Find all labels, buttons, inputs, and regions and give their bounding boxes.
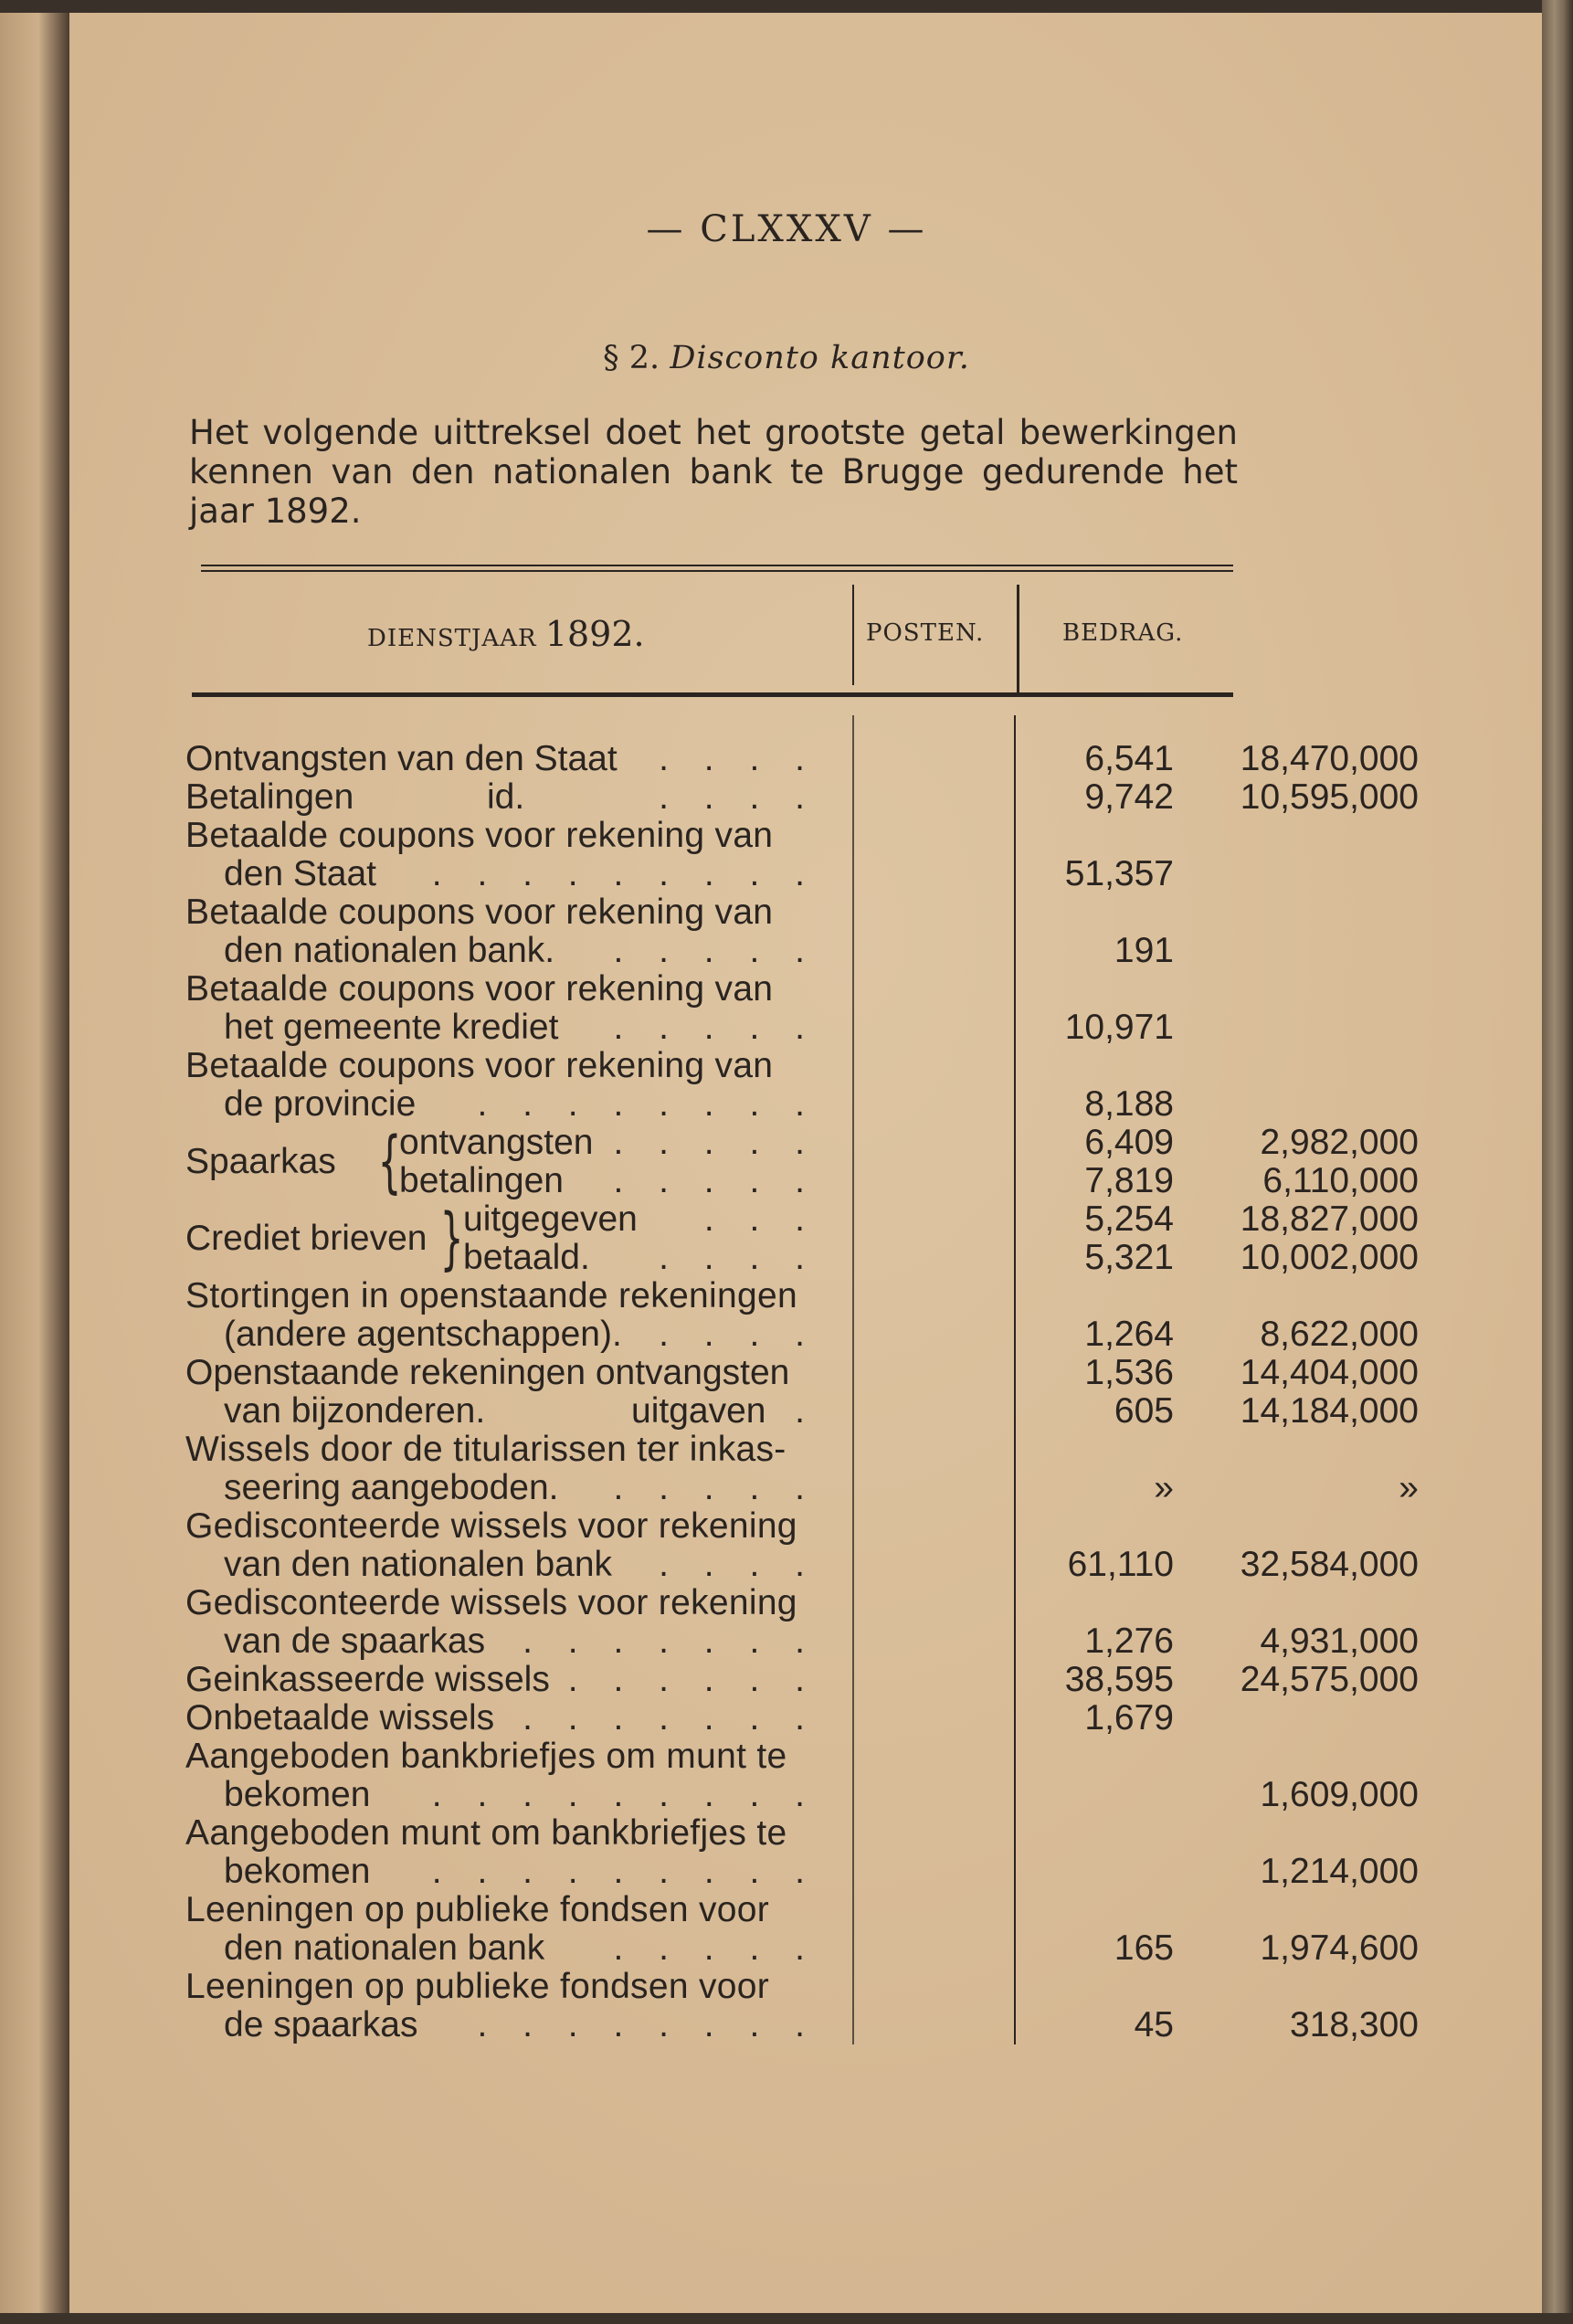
dot-leader: . . . . . xyxy=(613,931,818,970)
table-row xyxy=(185,1315,1419,1354)
header-divider-1 xyxy=(852,585,854,685)
table-row xyxy=(185,1738,1245,1776)
table-row xyxy=(185,1660,1419,1699)
bedrag-value: 318,300 xyxy=(1290,2005,1419,2044)
dot-leader: . xyxy=(795,1391,818,1431)
column-header-dienstjaar xyxy=(367,614,645,654)
dot-leader: . . . . . . . . . xyxy=(431,1775,818,1814)
table-row xyxy=(185,817,1245,855)
dot-leader: . . . . . . . xyxy=(523,1622,818,1661)
posten-value: 1,276 xyxy=(1084,1622,1174,1661)
posten-value: 5,254 xyxy=(1084,1199,1174,1239)
posten-value: 191 xyxy=(1114,931,1174,970)
dot-leader: . . . . xyxy=(659,1545,818,1584)
table-row xyxy=(185,1507,1245,1546)
dot-leader: . . . . . xyxy=(613,1123,818,1162)
dot-leader: . . . . xyxy=(659,1315,818,1354)
dot-leader: . . . . . . . xyxy=(523,1698,818,1738)
table-row xyxy=(185,1545,1419,1584)
bedrag-value: 14,404,000 xyxy=(1240,1353,1419,1392)
table-row xyxy=(185,855,1245,893)
row-label: Betaalde coupons voor rekening van xyxy=(185,1046,774,1085)
bedrag-value: 1,974,600 xyxy=(1260,1928,1419,1968)
row-label: Wissels door de titularissen ter inkas- xyxy=(185,1430,786,1469)
row-label-cont: het gemeente krediet xyxy=(224,1008,559,1047)
table-row xyxy=(185,1277,1245,1315)
brace-icon: } xyxy=(439,1199,464,1278)
dot-leader: . . . . . . . . xyxy=(477,2005,818,2044)
bedrag-value: 1,214,000 xyxy=(1260,1852,1419,1891)
bedrag-value: » xyxy=(1399,1468,1419,1507)
posten-value: 605 xyxy=(1114,1391,1174,1431)
posten-value: 6,541 xyxy=(1084,739,1174,778)
section-number: § 2. xyxy=(603,340,660,376)
bedrag-value: 18,470,000 xyxy=(1240,739,1419,778)
table-row xyxy=(185,1009,1245,1047)
row-label-cont: seering aangeboden. xyxy=(224,1468,559,1507)
table-row xyxy=(185,1622,1419,1661)
bedrag-value: 8,622,000 xyxy=(1260,1315,1419,1354)
table-row xyxy=(185,739,1419,778)
posten-value: 1,264 xyxy=(1084,1315,1174,1354)
row-label-cont: de spaarkas xyxy=(224,2005,418,2044)
brace-icon: { xyxy=(377,1123,402,1201)
row-label: Ontvangsten van den Staat xyxy=(185,739,618,778)
table-row xyxy=(185,1814,1245,1853)
header-label: DIENSTJAAR xyxy=(367,625,537,652)
posten-value: 6,409 xyxy=(1084,1123,1174,1162)
group-sub-label: betalingen xyxy=(399,1161,564,1200)
table-row xyxy=(185,1085,1245,1124)
posten-value: 1,679 xyxy=(1084,1698,1174,1738)
section-heading xyxy=(0,340,1573,376)
header-divider-2 xyxy=(1017,585,1019,694)
header-bottom-rule xyxy=(192,692,1233,697)
posten-value: 5,321 xyxy=(1084,1238,1174,1277)
header-year: 1892. xyxy=(544,614,645,654)
group-label: Crediet brieven xyxy=(185,1219,428,1258)
posten-value: 8,188 xyxy=(1084,1084,1174,1124)
table-row xyxy=(185,893,1245,932)
section-title: Disconto kantoor. xyxy=(670,340,970,376)
dot-leader: . . . . xyxy=(659,777,818,817)
row-label: Openstaande rekeningen ontvangsten xyxy=(185,1353,790,1392)
row-label-cont: den Staat xyxy=(224,854,376,893)
bedrag-value: 10,595,000 xyxy=(1240,777,1419,817)
row-label-cont: den nationalen bank. xyxy=(224,931,555,970)
row-label-cont: (andere agentschappen). xyxy=(224,1315,622,1354)
bedrag-value: 10,002,000 xyxy=(1240,1238,1419,1277)
row-label-cont: den nationalen bank xyxy=(224,1928,545,1968)
posten-value: 51,357 xyxy=(1064,854,1174,893)
row-label: Aangeboden bankbriefjes om munt te xyxy=(185,1737,787,1776)
table-row xyxy=(185,1584,1245,1622)
row-label-cont: de provincie xyxy=(224,1084,417,1124)
dot-leader: . . . . . . . . . xyxy=(431,1852,818,1891)
group-label: Spaarkas xyxy=(185,1142,336,1181)
bedrag-value: 32,584,000 xyxy=(1240,1545,1419,1584)
table-row xyxy=(185,1968,1245,2006)
row-label: Aangeboden munt om bankbriefjes te xyxy=(185,1813,787,1853)
posten-value: 45 xyxy=(1134,2005,1174,2044)
dot-leader: . . . . . . xyxy=(567,1660,818,1699)
table-row xyxy=(185,1353,1419,1392)
dot-leader: . . . . . xyxy=(613,1928,818,1968)
table-row xyxy=(185,1928,1419,1968)
row-label-cont: bekomen xyxy=(224,1775,371,1814)
row-label: Betaalde coupons voor rekening van xyxy=(185,893,774,932)
posten-value: » xyxy=(1154,1468,1174,1507)
bedrag-value: 18,827,000 xyxy=(1240,1199,1419,1239)
table-row xyxy=(185,777,1419,817)
row-label: Betalingen xyxy=(185,777,354,817)
table-row xyxy=(185,1891,1245,1929)
dot-leader: . . . . xyxy=(659,739,818,778)
bedrag-value: 14,184,000 xyxy=(1240,1391,1419,1431)
table-row xyxy=(185,970,1245,1009)
row-label: Leeningen op publieke fondsen voor xyxy=(185,1967,770,2006)
row-label-cont: van de spaarkas xyxy=(224,1622,486,1661)
bedrag-value: 2,982,000 xyxy=(1260,1123,1419,1162)
row-label: Gedisconteerde wissels voor rekening xyxy=(185,1583,797,1622)
table-row xyxy=(185,1852,1419,1891)
bedrag-value: 24,575,000 xyxy=(1240,1660,1419,1699)
row-label-cont: bekomen xyxy=(224,1852,371,1891)
intro-paragraph: Het volgende uittreksel doet het grootste getal bewerkingen kennen van den nationalen bank te Brugge gedurende het jaar 1892. xyxy=(189,413,1238,531)
column-header-posten: POSTEN. xyxy=(866,619,985,647)
posten-value: 7,819 xyxy=(1084,1161,1174,1200)
dot-leader: . . . xyxy=(703,1199,818,1239)
table-row xyxy=(185,932,1245,970)
row-label: Geinkasseerde wissels xyxy=(185,1660,550,1699)
row-label: Betaalde coupons voor rekening van xyxy=(185,816,774,855)
table-row xyxy=(185,2005,1419,2044)
posten-value: 165 xyxy=(1114,1928,1174,1968)
dot-leader: . . . . . xyxy=(613,1008,818,1047)
row-label-cont: van bijzonderen. xyxy=(224,1391,486,1431)
dot-leader: . . . . . . . . xyxy=(477,1084,818,1124)
posten-value: 1,536 xyxy=(1084,1353,1174,1392)
posten-value: 61,110 xyxy=(1067,1545,1174,1584)
dot-leader: . . . . . xyxy=(613,1161,818,1200)
page-bottom-edge xyxy=(0,2313,1573,2324)
row-label: Gedisconteerde wissels voor rekening xyxy=(185,1506,797,1546)
row-label: Betaalde coupons voor rekening van xyxy=(185,969,774,1009)
row-label-cont: van den nationalen bank xyxy=(224,1545,613,1584)
dot-leader: . . . . xyxy=(659,1238,818,1277)
page-number: — CLXXXV — xyxy=(646,208,927,250)
row-label: Leeningen op publieke fondsen voor xyxy=(185,1890,770,1929)
dot-leader: . . . . . xyxy=(613,1468,818,1507)
table-row xyxy=(185,1699,1245,1738)
table-row xyxy=(185,1391,1419,1431)
ditto-label: id. xyxy=(487,777,525,817)
posten-value: 9,742 xyxy=(1084,777,1174,817)
group-sub-label: ontvangsten xyxy=(399,1123,594,1162)
table-row xyxy=(185,1468,1419,1507)
table-row xyxy=(185,1431,1245,1469)
bedrag-value: 4,931,000 xyxy=(1260,1622,1419,1661)
row-label: Onbetaalde wissels xyxy=(185,1698,495,1738)
posten-value: 38,595 xyxy=(1064,1660,1174,1699)
bedrag-value: 1,609,000 xyxy=(1260,1775,1419,1814)
group-sub-label: uitgaven xyxy=(631,1391,766,1431)
column-header-bedrag: BEDRAG. xyxy=(1062,619,1184,647)
row-label: Stortingen in openstaande rekeningen xyxy=(185,1276,797,1315)
table-row xyxy=(185,1047,1245,1085)
group-sub-label: uitgegeven xyxy=(463,1199,638,1239)
posten-value: 10,971 xyxy=(1064,1008,1174,1047)
table-row xyxy=(185,1775,1419,1814)
group-sub-label: betaald. xyxy=(463,1238,590,1277)
dot-leader: . . . . . . . . . xyxy=(431,854,818,893)
table-top-rule xyxy=(201,565,1233,572)
bedrag-value: 6,110,000 xyxy=(1262,1161,1419,1200)
